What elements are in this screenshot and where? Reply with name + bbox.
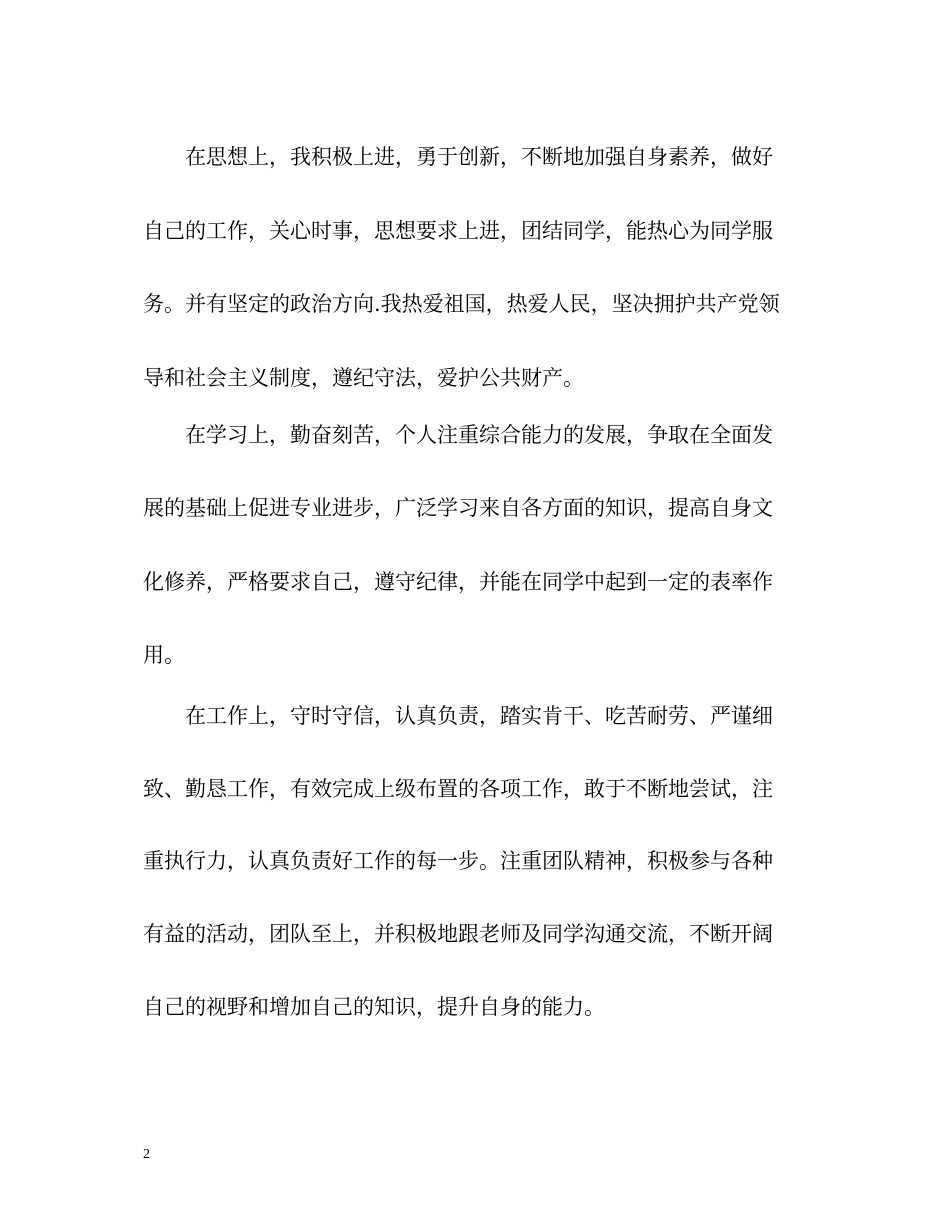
paragraph-line: 在思想上，我积极上进，勇于创新，不断地加强自身素养，做好 [185,145,773,169]
paragraph-line: 用。 [143,643,185,667]
page-number: 2 [143,1147,150,1162]
paragraph-line: 自己的工作，关心时事，思想要求上进，团结同学，能热心为同学服 [143,219,773,243]
paragraph-line: 展的基础上促进专业进步，广泛学习来自各方面的知识，提高自身文 [143,496,773,520]
paragraph-line: 化修养，严格要求自己，遵守纪律，并能在同学中起到一定的表率作 [143,570,773,594]
paragraph-line: 务。并有坚定的政治方向.我热爱祖国，热爱人民，坚决拥护共产党领 [143,292,780,316]
paragraph-line: 有益的活动，团队至上，并积极地跟老师及同学沟通交流，不断开阔 [143,922,773,946]
paragraph-line: 在学习上，勤奋刻苦，个人注重综合能力的发展，争取在全面发 [185,423,773,447]
paragraph-line: 在工作上，守时守信，认真负责，踏实肯干、吃苦耐劳、严谨细 [185,704,773,728]
paragraph-line: 致、勤恳工作，有效完成上级布置的各项工作，敢于不断地尝试，注 [143,777,773,801]
paragraph-line: 重执行力，认真负责好工作的每一步。注重团队精神，积极参与各种 [143,849,773,873]
paragraph-line: 导和社会主义制度，遵纪守法，爱护公共财产。 [143,366,584,390]
paragraph-line: 自己的视野和增加自己的知识，提升自身的能力。 [143,995,605,1019]
